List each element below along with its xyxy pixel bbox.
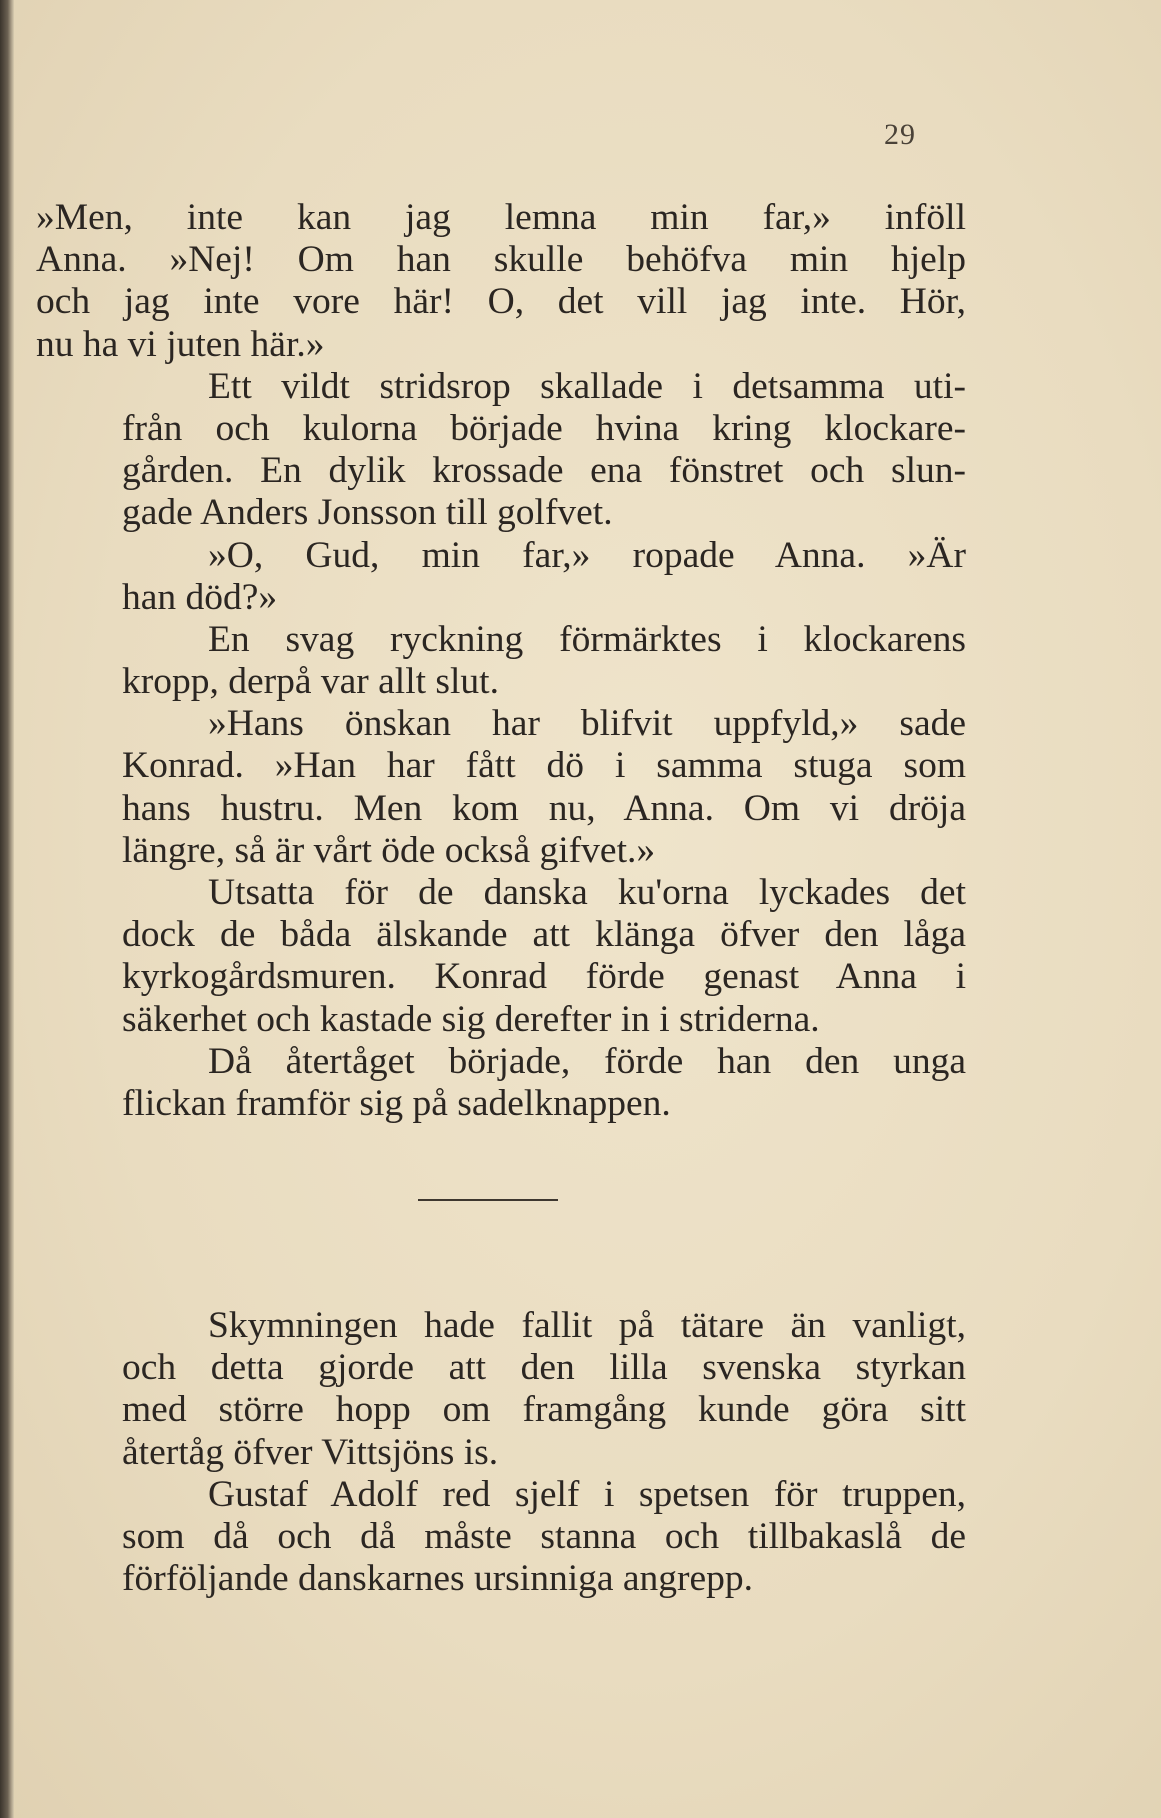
text-line: »O, Gud, min far,» ropade Anna. »Är <box>208 534 966 576</box>
text-line: som då och då måste stanna och tillbakaslå de <box>122 1515 966 1557</box>
paragraph <box>36 703 966 872</box>
text-line: från och kulorna började hvina kring klockare- <box>122 407 966 449</box>
text-line: förföljande danskarnes ursinniga angrepp. <box>122 1558 754 1600</box>
text-line: flickan framför sig på sadelknappen. <box>122 1082 671 1124</box>
paragraph <box>36 1041 966 1125</box>
paragraph <box>36 366 966 535</box>
text-line: En svag ryckning förmärktes i klockarens <box>208 618 966 660</box>
text-line: återtåg öfver Vittsjöns is. <box>122 1431 499 1473</box>
paragraph <box>36 619 966 703</box>
paragraph <box>36 535 966 619</box>
section-divider <box>418 1199 558 1201</box>
text-line: han död?» <box>122 576 278 618</box>
paragraph <box>36 197 966 366</box>
text-line: gade Anders Jonsson till golfvet. <box>122 492 613 534</box>
text-line: Ett vildt stridsrop skallade i detsamma uti- <box>208 365 966 407</box>
text-line: Gustaf Adolf red sjelf i spetsen för truppen, <box>208 1473 966 1515</box>
text-line: längre, så är vårt öde också gifvet.» <box>122 829 656 871</box>
page-number: 29 <box>884 118 916 151</box>
text-line: dock de båda älskande att klänga öfver den låga <box>122 914 966 956</box>
text-line: kropp, derpå var allt slut. <box>122 661 499 703</box>
text-line: Anna. »Nej! Om han skulle behöfva min hjelp <box>36 239 966 281</box>
text-line: Utsatta för de danska ku'orna lyckades det <box>208 872 966 913</box>
text-line: gården. En dylik krossade ena fönstret och slun- <box>122 450 966 492</box>
text-line: säkerhet och kastade sig derefter in i striderna. <box>122 998 820 1040</box>
text-line: och detta gjorde att den lilla svenska styrkan <box>122 1347 966 1389</box>
paragraph <box>36 872 966 1041</box>
text-line: Då återtåget började, förde han den unga <box>208 1040 966 1082</box>
text-line: hans hustru. Men kom nu, Anna. Om vi dröja <box>122 787 966 829</box>
text-line: Konrad. »Han har fått dö i samma stuga som <box>122 745 966 787</box>
text-section-2 <box>36 1305 966 1600</box>
paragraph <box>36 1474 966 1601</box>
text-section-1 <box>36 197 966 1125</box>
text-line: »Men, inte kan jag lemna min far,» inföll <box>36 197 966 238</box>
text-line: kyrkogårdsmuren. Konrad förde genast Anna i <box>122 956 966 998</box>
text-line: nu ha vi juten här.» <box>36 323 325 365</box>
book-spine-shadow <box>0 0 14 1818</box>
text-line: och jag inte vore här! O, det vill jag inte. Hör, <box>36 281 966 323</box>
paragraph <box>36 1305 966 1474</box>
text-line: »Hans önskan har blifvit uppfyld,» sade <box>208 703 966 745</box>
text-line: Skymningen hade fallit på tätare än vanligt, <box>208 1305 966 1346</box>
text-line: med större hopp om framgång kunde göra sitt <box>122 1389 966 1431</box>
